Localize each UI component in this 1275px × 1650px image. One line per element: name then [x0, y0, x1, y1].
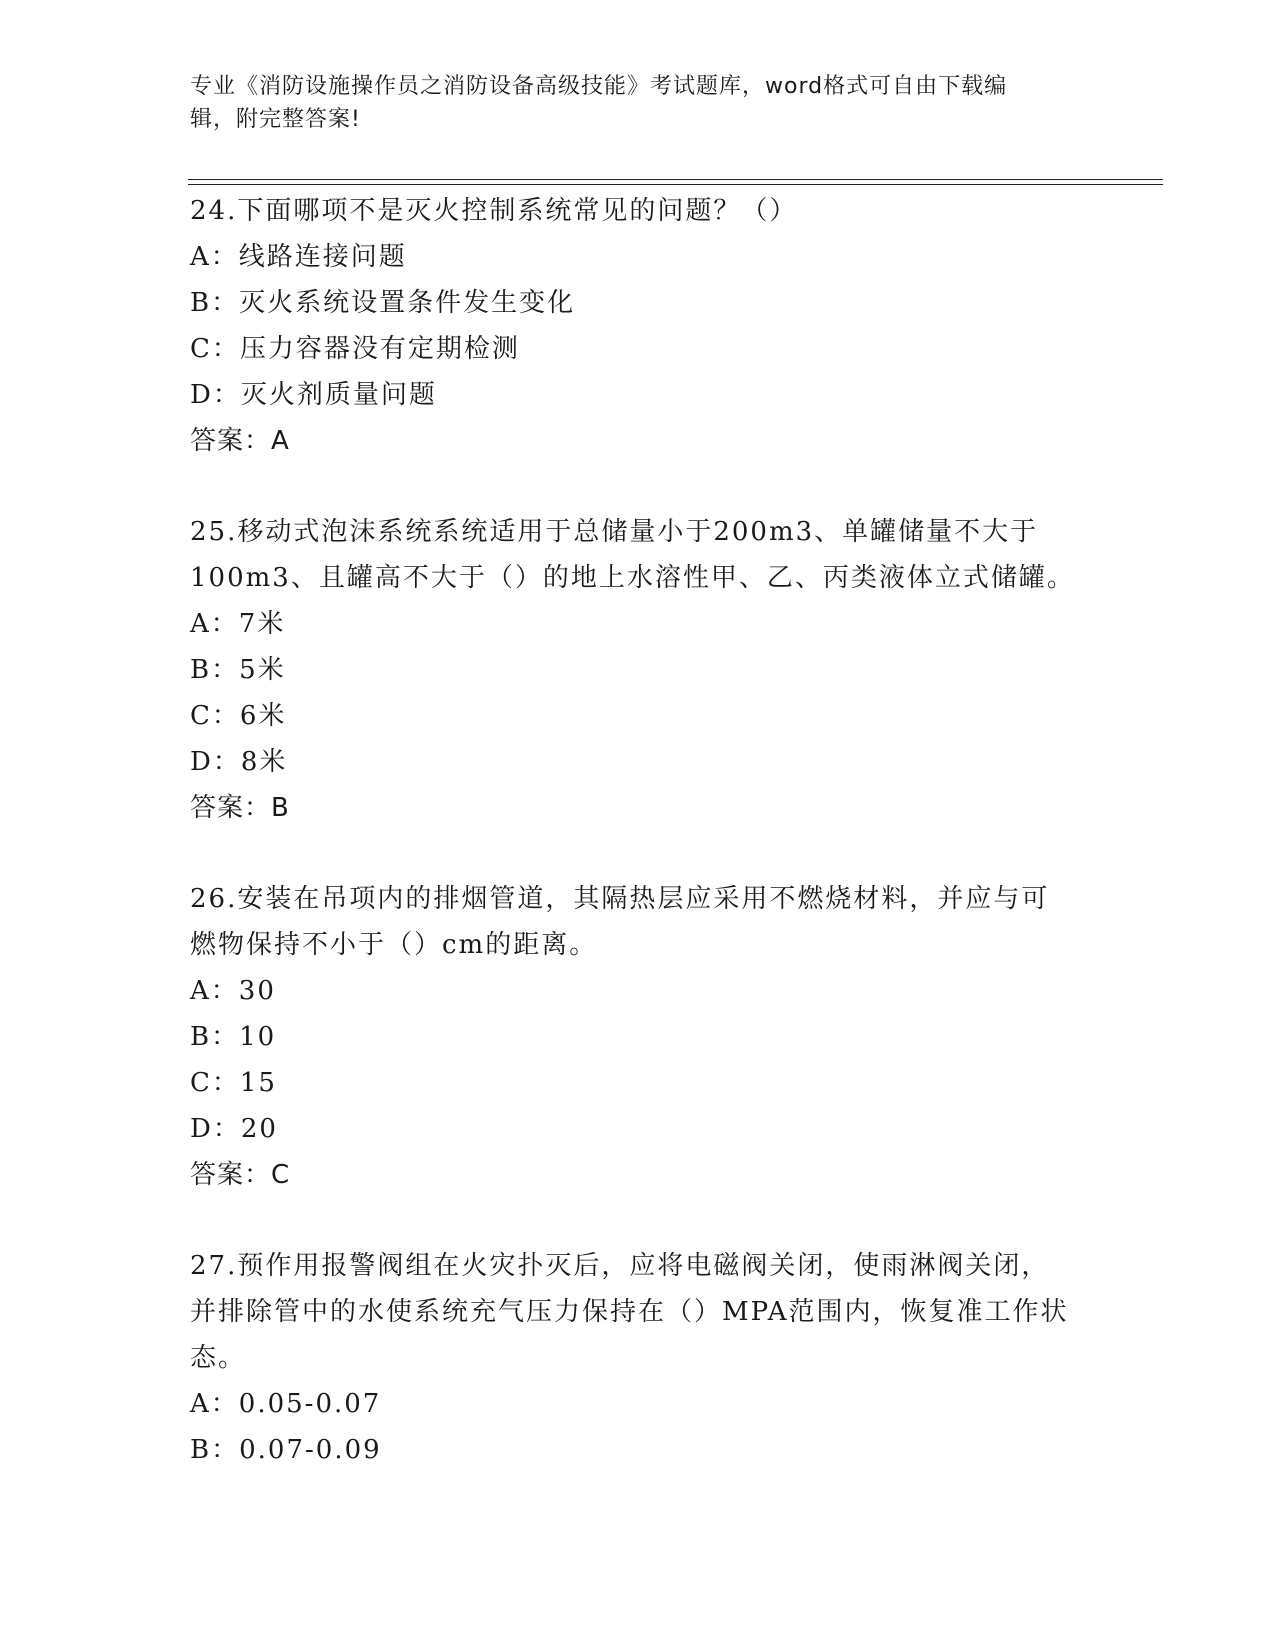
option-a: A：30 [190, 976, 276, 1006]
question-text-cont-2: 态。 [190, 1343, 247, 1373]
option-d: D：灭火剂质量问题 [190, 380, 437, 410]
question-24 [190, 188, 1090, 464]
header-divider-bottom [188, 184, 1163, 185]
option-b: B：5米 [190, 655, 286, 685]
header-line-2: 辑，附完整答案! [190, 107, 361, 132]
option-a: A：线路连接问题 [190, 242, 407, 272]
option-d: D：8米 [190, 747, 288, 777]
option-b: B：灭火系统设置条件发生变化 [190, 288, 576, 318]
document-header [190, 70, 1090, 136]
answer: 答案：C [190, 1160, 291, 1190]
question-text: 27.预作用报警阀组在火灾扑灭后，应将电磁阀关闭，使雨淋阀关闭， [190, 1251, 1050, 1281]
question-27 [190, 1243, 1090, 1473]
question-text-cont: 燃物保持不小于（）cm的距离。 [190, 930, 598, 960]
option-c: C：压力容器没有定期检测 [190, 334, 520, 364]
option-a: A：7米 [190, 609, 286, 639]
option-b: B：10 [190, 1022, 277, 1052]
question-list [190, 188, 1090, 1518]
question-25 [190, 509, 1090, 831]
option-c: C：15 [190, 1068, 277, 1098]
question-text: 24.下面哪项不是灭火控制系统常见的问题？（） [190, 196, 798, 226]
option-a: A：0.05-0.07 [190, 1389, 382, 1419]
option-b: B：0.07-0.09 [190, 1435, 382, 1465]
answer: 答案：A [190, 426, 290, 456]
question-text: 25.移动式泡沫系统系统适用于总储量小于200m3、单罐储量不大于 [190, 517, 1039, 547]
header-line-1: 专业《消防设施操作员之消防设备高级技能》考试题库，word格式可自由下载编 [190, 74, 1008, 99]
question-text: 26.安装在吊项内的排烟管道，其隔热层应采用不燃烧材料，并应与可 [190, 884, 1050, 914]
header-divider-top [188, 179, 1163, 180]
question-text-cont: 100m3、且罐高不大于（）的地上水溶性甲、乙、丙类液体立式储罐。 [190, 563, 1075, 593]
answer: 答案：B [190, 793, 290, 823]
question-26 [190, 876, 1090, 1198]
option-d: D：20 [190, 1114, 278, 1144]
option-c: C：6米 [190, 701, 287, 731]
question-text-cont: 并排除管中的水使系统充气压力保持在（）MPA范围内，恢复准工作状 [190, 1297, 1069, 1327]
